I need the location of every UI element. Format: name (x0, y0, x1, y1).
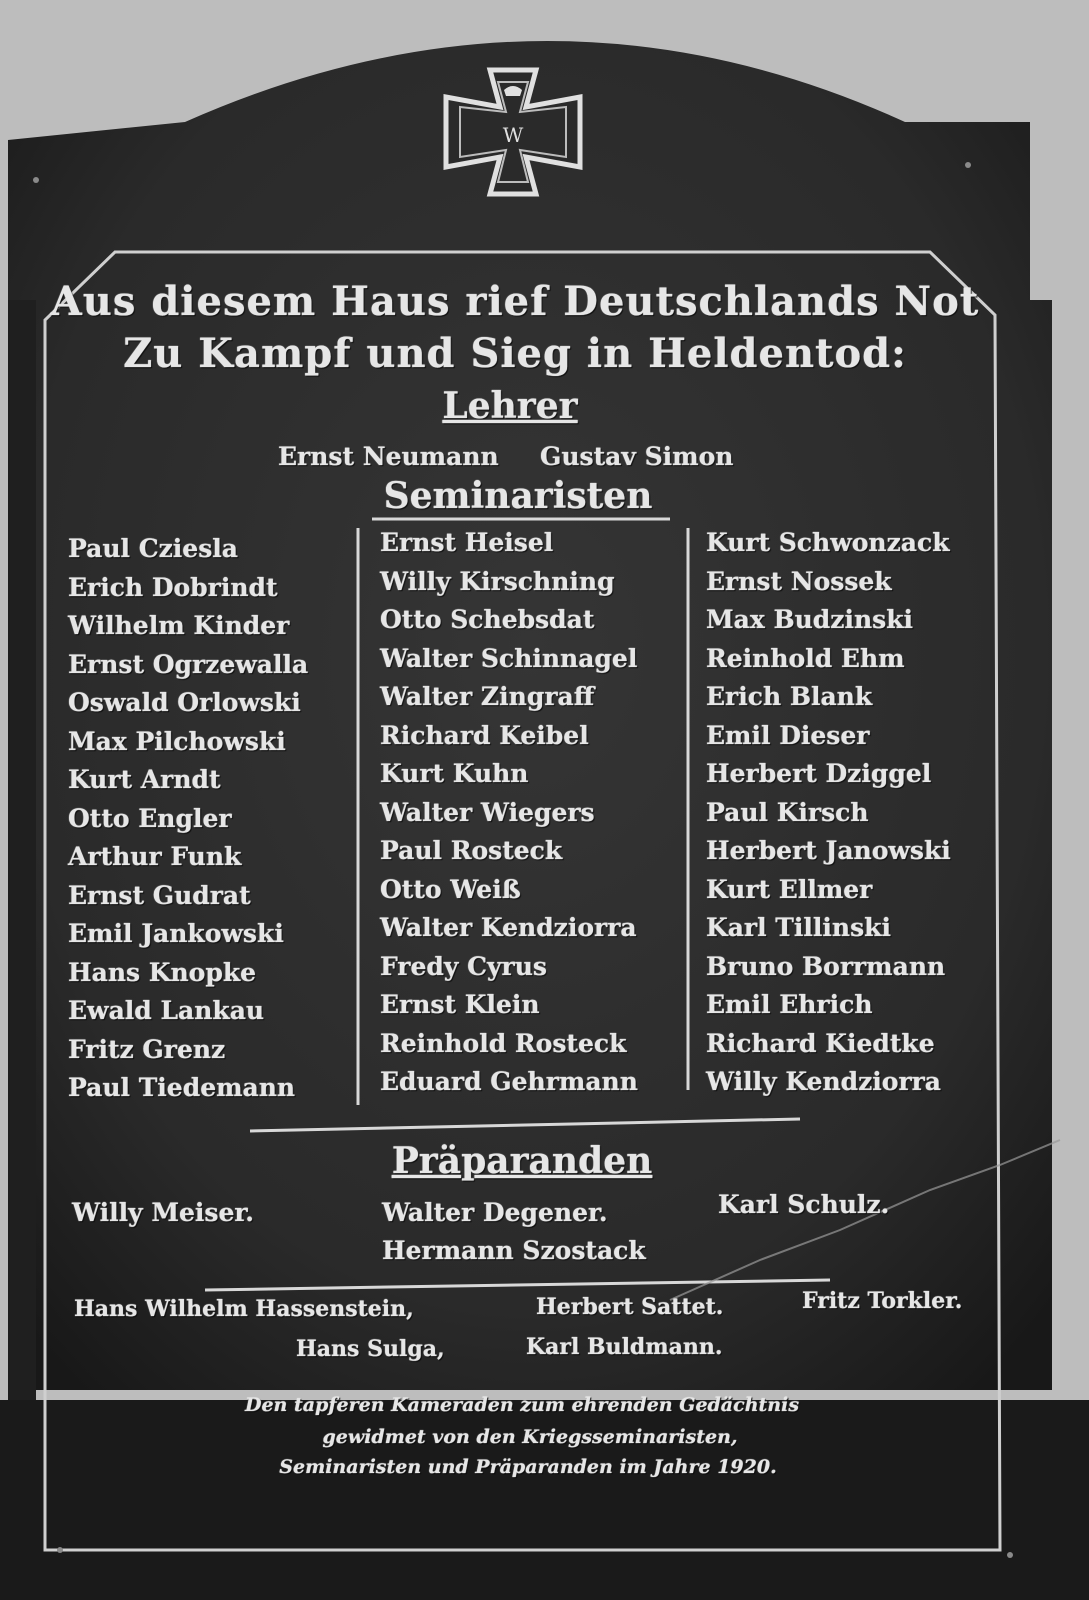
list-item: Willy Kirschning (380, 566, 615, 596)
list-item: Emil Dieser (706, 720, 870, 750)
teacher-name: Gustav Simon (540, 442, 734, 471)
praeparand-name: Karl Schulz. (718, 1190, 890, 1219)
list-item: Kurt Schwonzack (706, 528, 950, 557)
inscription-title-line2: Zu Kampf und Sieg in Heldentod: (123, 330, 907, 377)
teacher-name: Ernst Neumann (278, 442, 499, 471)
list-item: Willy Kendziorra (706, 1067, 942, 1096)
list-item: Ernst Ogrzewalla (68, 649, 309, 679)
list-item: Paul Tiedemann (68, 1073, 296, 1102)
list-item: Ernst Gudrat (68, 880, 251, 910)
praeparand-name: Hermann Szostack (382, 1236, 646, 1265)
dedication-line2: gewidmet von den Kriegsseminaristen, (322, 1426, 738, 1448)
seminaristen-column-2 (380, 524, 638, 1102)
list-item: Eduard Gehrmann (380, 1067, 638, 1096)
list-item: Arthur Funk (68, 842, 242, 871)
list-item: Walter Zingraff (380, 682, 595, 711)
list-item: Walter Schinnagel (380, 643, 638, 673)
list-item: Paul Rosteck (380, 836, 563, 865)
list-item: Emil Jankowski (68, 919, 284, 948)
list-item: Karl Tillinski (706, 913, 891, 942)
list-item: Reinhold Ehm (706, 643, 905, 673)
iron-cross-icon (438, 62, 588, 202)
list-item: Hans Knopke (68, 957, 257, 987)
inscription-title-line1: Aus diesem Haus rief Deutschlands Not (50, 278, 980, 325)
section-heading-praeparanden: Präparanden (391, 1140, 653, 1182)
list-item: Reinhold Rosteck (380, 1028, 627, 1058)
list-item: Kurt Ellmer (706, 874, 873, 904)
list-item: Fritz Grenz (68, 1034, 226, 1064)
list-item: Herbert Dziggel (706, 759, 932, 788)
praeparand-name: Willy Meiser. (72, 1198, 254, 1227)
list-item: Ewald Lankau (68, 996, 265, 1025)
list-item: Wilhelm Kinder (68, 611, 290, 640)
list-item: Ernst Heisel (380, 528, 554, 557)
list-item: Richard Keibel (380, 720, 589, 750)
list-item: Ernst Klein (380, 990, 540, 1019)
section-heading-seminaristen: Seminaristen (383, 475, 653, 517)
list-item: Kurt Kuhn (380, 759, 529, 788)
additional-name: Karl Buldmann. (526, 1334, 723, 1360)
dedication-line3: Seminaristen und Präparanden im Jahre 1920. (279, 1456, 777, 1478)
list-item: Otto Engler (68, 803, 232, 833)
list-item: Walter Wiegers (380, 797, 595, 827)
list-item: Paul Kirsch (706, 797, 869, 827)
list-item: Herbert Janowski (706, 836, 951, 865)
seminaristen-column-3 (706, 524, 951, 1102)
list-item: Paul Cziesla (68, 534, 238, 563)
seminaristen-column-1 (68, 530, 308, 1108)
dedication-line1: Den tapferen Kameraden zum ehrenden Gedächtnis (244, 1394, 800, 1416)
additional-name: Fritz Torkler. (802, 1288, 963, 1314)
list-item: Emil Ehrich (706, 990, 873, 1019)
additional-name: Hans Wilhelm Hassenstein, (74, 1296, 414, 1322)
list-item: Max Budzinski (706, 605, 914, 634)
svg-text:W: W (502, 123, 524, 147)
list-item: Fredy Cyrus (380, 951, 547, 981)
list-item: Otto Weiß (380, 874, 521, 904)
list-item: Richard Kiedtke (706, 1028, 935, 1058)
list-item: Erich Blank (706, 682, 873, 711)
list-item: Kurt Arndt (68, 765, 221, 794)
list-item: Erich Dobrindt (68, 572, 278, 602)
additional-name: Hans Sulga, (296, 1336, 445, 1362)
list-item: Oswald Orlowski (68, 688, 301, 717)
list-item: Ernst Nossek (706, 566, 892, 596)
section-heading-lehrer: Lehrer (442, 385, 578, 427)
praeparand-name: Walter Degener. (382, 1198, 608, 1227)
additional-name: Herbert Sattet. (536, 1294, 724, 1320)
list-item: Otto Schebsdat (380, 605, 595, 634)
list-item: Bruno Borrmann (706, 951, 946, 981)
list-item: Max Pilchowski (68, 726, 286, 756)
list-item: Walter Kendziorra (380, 913, 637, 942)
